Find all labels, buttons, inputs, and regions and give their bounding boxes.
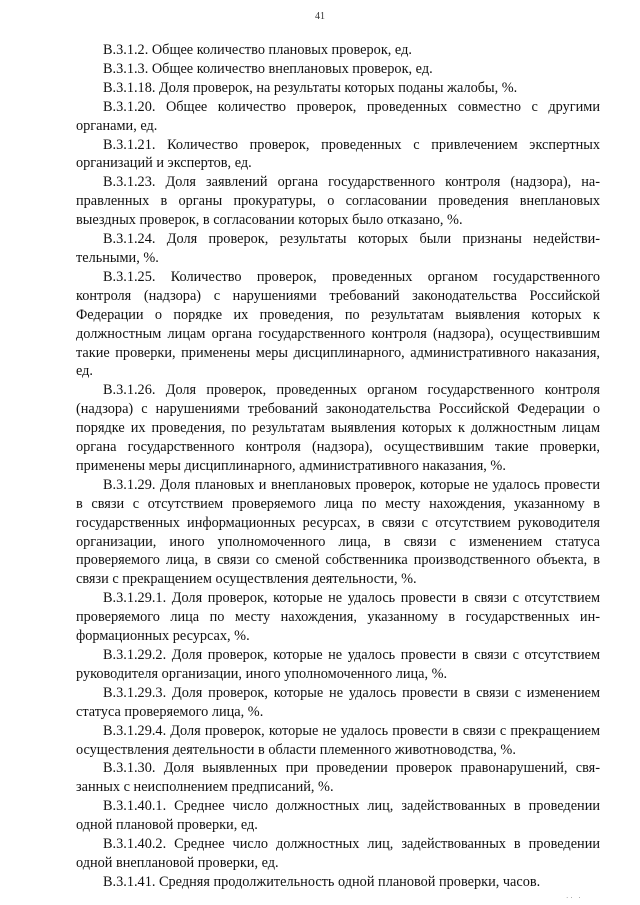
paragraph-indicator: В.3.1.20. Общее количество проверок, проведенных совместно с другими органами, ед.	[76, 98, 600, 134]
paragraph-indicator: В.3.1.21. Количество проверок, проведенных с привлечением экспертных организаций и экспертов, ед.	[76, 136, 600, 172]
paragraph-indicator: В.3.1.30. Доля выявленных при проведении проверок правонарушений, связанных с неисполнением предписаний, %.	[76, 760, 600, 796]
document-body	[76, 41, 600, 892]
paragraph-indicator: В.3.1.40.2. Среднее число должностных лиц, задействованных в проведении одной внеплановой проверки, ед.	[76, 836, 600, 871]
paragraph-indicator: В.3.1.2. Общее количество плановых проверок, ед.	[103, 42, 412, 58]
paragraph-indicator: В.3.1.18. Доля проверок, на результаты которых поданы жалобы, %.	[103, 79, 518, 96]
corner-mark: ·· ·	[566, 894, 583, 902]
paragraph-indicator: В.3.1.26. Доля проверок, проведенных органом государственного контроля (надзора) с нарушениями требований законодательства Российской Федерации о порядке их проведения, по результатам выявления которых к должностным лицам органа государственного контроля (надзора), осуществившим такие проверки, применены меры дисциплинарного, административного наказания, %.	[76, 382, 600, 474]
paragraph-indicator: В.3.1.24. Доля проверок, результаты которых были признаны недействительными, %.	[76, 231, 600, 266]
paragraph-indicator: В.3.1.3. Общее количество внеплановых проверок, ед.	[103, 60, 433, 77]
paragraph-indicator: В.3.1.23. Доля заявлений органа государственного контроля (надзора), направленных в органы прокуратуры, о согласовании проведения внеплановых выездных проверок, в согласовании которых было отказано, %.	[76, 174, 600, 229]
paragraph-indicator: В.3.1.29. Доля плановых и внеплановых проверок, которые не удалось провести в связи с отсутствием проверяемого лица по месту нахождения, указанному в государственных информационных ресурсах, в связи с отсутствием руководителя организации, иного уполномоченного лица, в связи с изменением статуса проверяемого лица, в связи со сменой собственника производственного объекта, в связи с прекращением осуществления деятельности, %.	[76, 476, 600, 588]
paragraph-indicator: В.3.1.40.1. Среднее число должностных лиц, задействованных в проведении одной плановой проверки, ед.	[76, 798, 600, 834]
paragraph-indicator: В.3.1.29.4. Доля проверок, которые не удалось провести в связи с прекращением осуществления деятельности в области племенного животноводства, %.	[76, 722, 600, 758]
paragraph-indicator: В.3.1.25. Количество проверок, проведенных органом государственного контроля (надзора) с нарушениями требований законодательства Российской Федерации о порядке их проведения, по результатам выявления которых к должностным лицам органа государственного контроля (надзора), осуществившим такие проверки, применены меры дисциплинарного, административного наказания, ед.	[76, 268, 600, 380]
paragraph-indicator: В.3.1.41. Средняя продолжительность одной плановой проверки, часов.	[103, 873, 541, 890]
page-number: 41	[315, 11, 325, 22]
paragraph-indicator: В.3.1.29.1. Доля проверок, которые не удалось провести в связи с отсутствием проверяемого лица по месту нахождения, указанному в государственных информационных ресурсах, %.	[76, 590, 600, 645]
paragraph-indicator: В.3.1.29.3. Доля проверок, которые не удалось провести в связи с изменением статуса проверяемого лица, %.	[76, 684, 600, 720]
paragraph-indicator: В.3.1.29.2. Доля проверок, которые не удалось провести в связи с отсутствием руководителя организации, иного уполномоченного лица, %.	[76, 647, 600, 682]
